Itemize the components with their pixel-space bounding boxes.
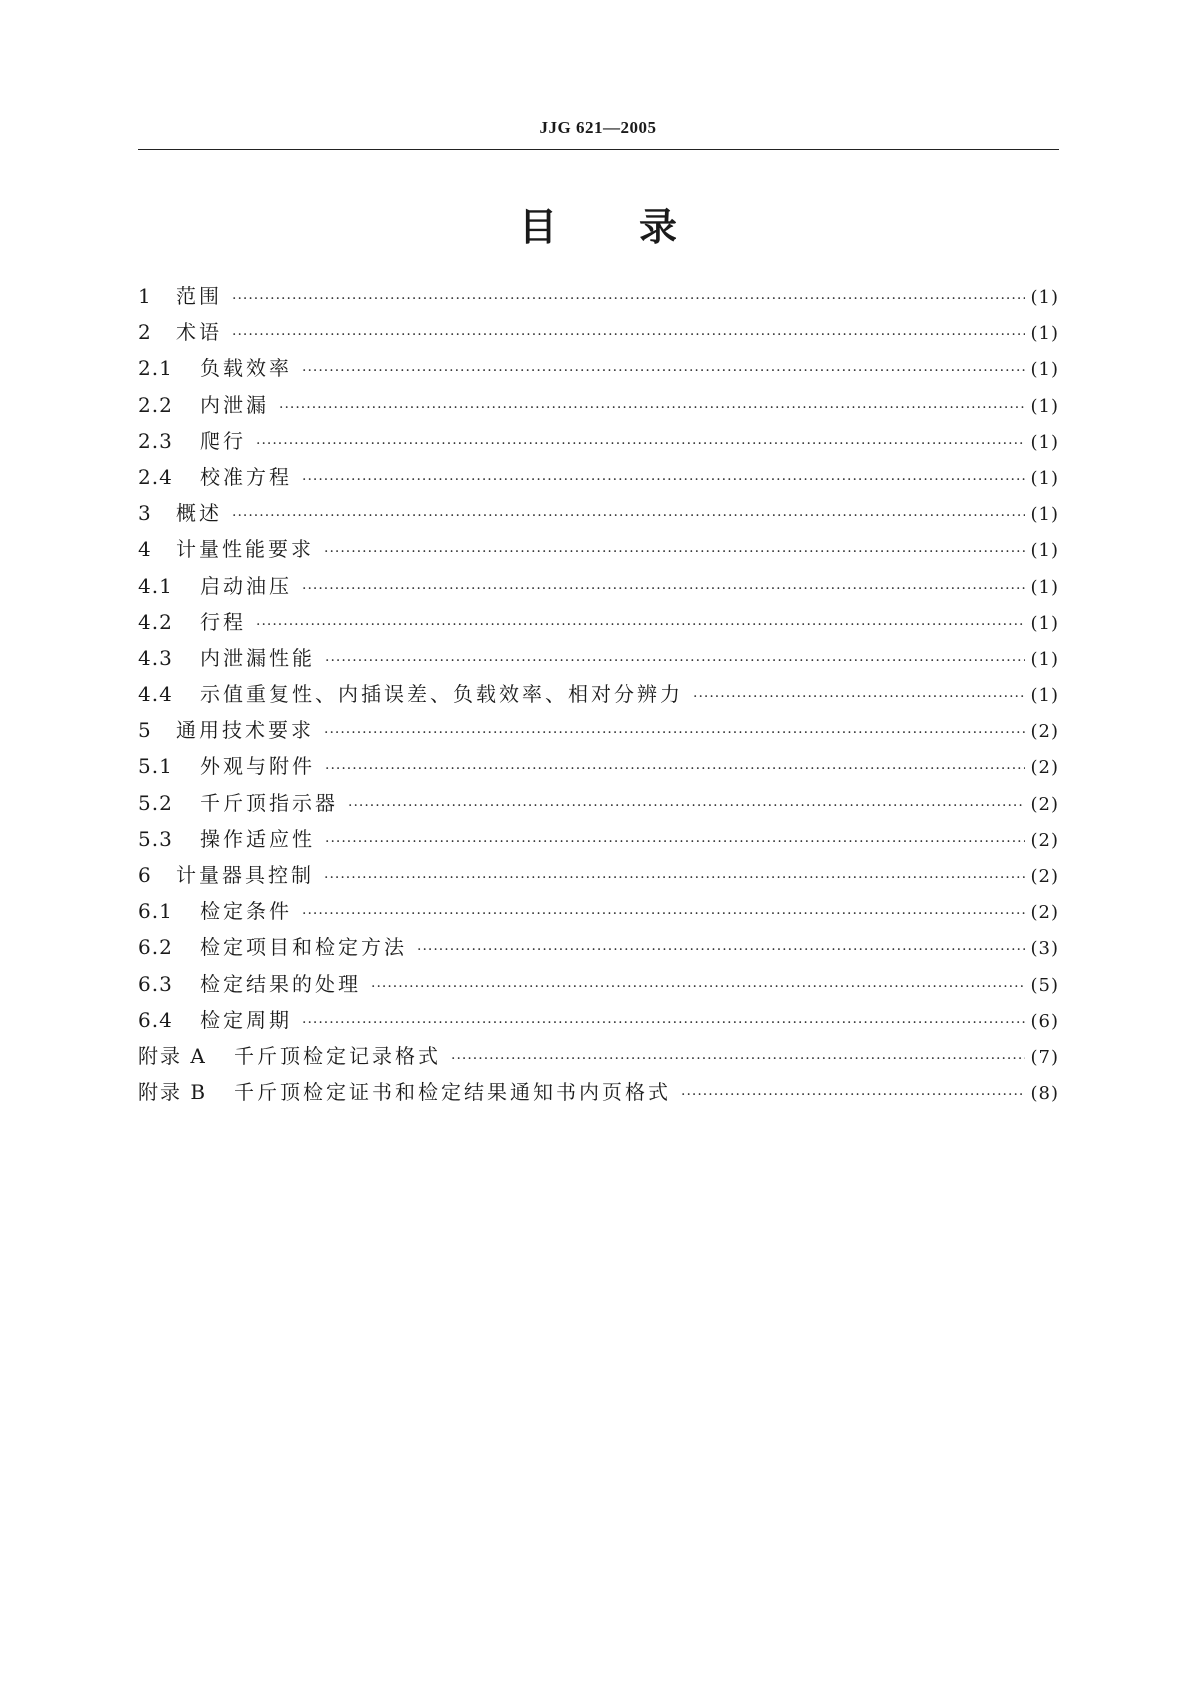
toc-entry-title: 操作适应性 — [200, 826, 315, 851]
toc-dot-leader — [232, 317, 1025, 353]
title-char-1: 目 — [518, 205, 557, 249]
toc-dot-leader — [451, 1041, 1025, 1077]
page-title — [138, 196, 1058, 251]
toc-dot-leader — [325, 824, 1025, 860]
toc-entry-number: 3 — [138, 501, 152, 526]
toc-entry-title: 检定条件 — [200, 899, 292, 924]
toc-entry-title: 千斤顶检定记录格式 — [234, 1043, 441, 1068]
toc-entry-title: 启动油压 — [200, 573, 292, 598]
toc-entry-title: 概述 — [176, 501, 222, 526]
toc-entry-page: (7) — [1030, 1046, 1059, 1068]
toc-entry-number: 4.1 — [138, 573, 173, 598]
toc-entry-title: 外观与附件 — [200, 754, 315, 779]
toc-entry-page: (6) — [1030, 1010, 1059, 1032]
toc-entry-page: (1) — [1030, 540, 1059, 562]
toc-entry-page: (1) — [1030, 504, 1059, 526]
toc-entry-title: 爬行 — [200, 428, 246, 453]
toc-entry-number: 6.2 — [138, 935, 173, 960]
toc-entry-number: 附录 A — [138, 1043, 207, 1068]
toc-entry-number: 4.3 — [138, 645, 173, 670]
title-char-2: 录 — [639, 205, 678, 249]
toc-dot-leader — [302, 1005, 1025, 1041]
toc-entry-page: (1) — [1030, 359, 1059, 381]
toc-entry-number: 5.3 — [138, 826, 173, 851]
toc-entry-page: (1) — [1030, 395, 1059, 417]
toc-dot-leader — [302, 353, 1025, 389]
toc-entry-page: (1) — [1030, 612, 1059, 634]
toc-entry[interactable] — [138, 821, 1059, 857]
toc-entry-page: (1) — [1030, 323, 1059, 345]
toc-entry-page: (1) — [1030, 467, 1059, 489]
toc-entry[interactable] — [138, 423, 1059, 459]
header-divider — [138, 149, 1059, 150]
table-of-contents — [138, 278, 1059, 1110]
toc-entry[interactable] — [138, 640, 1059, 676]
toc-entry-number: 2.4 — [138, 464, 173, 489]
toc-entry-title: 通用技术要求 — [176, 718, 314, 743]
toc-entry-number: 1 — [138, 284, 152, 308]
toc-dot-leader — [232, 498, 1025, 534]
toc-entry-page: (1) — [1030, 287, 1059, 308]
toc-entry-title: 示值重复性、内插误差、负载效率、相对分辨力 — [200, 682, 683, 707]
toc-entry-page: (5) — [1030, 974, 1059, 996]
toc-dot-leader — [256, 426, 1025, 462]
toc-entry-title: 检定项目和检定方法 — [200, 935, 407, 960]
toc-entry[interactable] — [138, 748, 1059, 784]
toc-entry-title: 计量性能要求 — [176, 537, 314, 562]
toc-entry-title: 负载效率 — [200, 356, 292, 381]
toc-entry-page: (2) — [1030, 866, 1059, 887]
toc-entry-page: (2) — [1030, 793, 1059, 815]
toc-entry-number: 2.3 — [138, 428, 173, 453]
toc-entry-page: (1) — [1030, 685, 1059, 707]
toc-entry[interactable] — [138, 350, 1059, 386]
toc-entry-page: (2) — [1030, 902, 1059, 924]
toc-entry-appendix[interactable] — [138, 1038, 1059, 1074]
toc-entry[interactable] — [138, 604, 1059, 640]
toc-entry[interactable] — [138, 966, 1059, 1002]
toc-entry[interactable] — [138, 314, 1059, 350]
toc-entry-title: 千斤顶检定证书和检定结果通知书内页格式 — [234, 1080, 671, 1105]
toc-entry-number: 2.1 — [138, 356, 173, 381]
toc-entry-title: 内泄漏性能 — [200, 645, 315, 670]
toc-entry[interactable] — [138, 893, 1059, 929]
toc-entry-page: (8) — [1030, 1083, 1059, 1105]
toc-entry-number: 4.2 — [138, 609, 173, 634]
toc-dot-leader — [693, 679, 1025, 715]
toc-entry[interactable] — [138, 1002, 1059, 1038]
toc-entry-page: (1) — [1030, 576, 1059, 598]
toc-entry-number: 4.4 — [138, 682, 173, 707]
toc-entry-number: 6.4 — [138, 1007, 173, 1032]
toc-dot-leader — [232, 281, 1025, 317]
toc-dot-leader — [348, 788, 1025, 824]
toc-entry[interactable] — [138, 531, 1059, 567]
toc-entry-title: 内泄漏 — [200, 392, 269, 417]
toc-dot-leader — [324, 860, 1025, 896]
toc-entry-title: 校准方程 — [200, 464, 292, 489]
toc-entry[interactable] — [138, 712, 1059, 748]
toc-entry-number: 5.1 — [138, 754, 173, 779]
toc-entry[interactable] — [138, 857, 1059, 893]
toc-dot-leader — [324, 715, 1025, 751]
toc-entry[interactable] — [138, 278, 1059, 314]
toc-entry-title: 术语 — [176, 320, 222, 345]
toc-entry-page: (1) — [1030, 431, 1059, 453]
toc-entry-page: (2) — [1030, 721, 1059, 743]
toc-entry-number: 6.3 — [138, 971, 173, 996]
toc-entry[interactable] — [138, 929, 1059, 965]
toc-entry-number: 2.2 — [138, 392, 173, 417]
toc-entry-page: (2) — [1030, 757, 1059, 779]
toc-entry-page: (2) — [1030, 829, 1059, 851]
toc-dot-leader — [324, 534, 1025, 570]
toc-dot-leader — [302, 571, 1025, 607]
toc-dot-leader — [681, 1077, 1025, 1113]
toc-entry-title: 检定周期 — [200, 1007, 292, 1032]
toc-dot-leader — [279, 390, 1025, 426]
toc-dot-leader — [371, 969, 1025, 1005]
toc-dot-leader — [417, 932, 1025, 968]
toc-dot-leader — [325, 643, 1025, 679]
toc-entry-page: (3) — [1030, 938, 1059, 960]
toc-entry-page: (1) — [1030, 648, 1059, 670]
toc-dot-leader — [302, 462, 1025, 498]
toc-entry-number: 5 — [138, 718, 152, 743]
toc-dot-leader — [325, 751, 1025, 787]
toc-entry[interactable] — [138, 387, 1059, 423]
toc-entry[interactable] — [138, 568, 1059, 604]
toc-entry-number: 4 — [138, 537, 152, 562]
standard-code-header: JJG 621—2005 — [539, 118, 657, 137]
toc-entry[interactable] — [138, 495, 1059, 531]
toc-entry-title: 检定结果的处理 — [200, 971, 361, 996]
toc-entry[interactable] — [138, 785, 1059, 821]
toc-dot-leader — [256, 607, 1025, 643]
toc-entry-title: 计量器具控制 — [176, 863, 314, 887]
toc-entry-title: 千斤顶指示器 — [200, 790, 338, 815]
toc-entry-appendix[interactable] — [138, 1074, 1059, 1110]
toc-entry-number: 6 — [138, 863, 152, 887]
toc-dot-leader — [302, 896, 1025, 932]
toc-entry-number: 附录 B — [138, 1080, 208, 1105]
toc-entry-number: 5.2 — [138, 790, 173, 815]
toc-entry-title: 行程 — [200, 609, 246, 634]
toc-entry-number: 2 — [138, 320, 152, 345]
toc-entry[interactable] — [138, 676, 1059, 712]
toc-entry-title: 范围 — [176, 284, 222, 308]
toc-entry-number: 6.1 — [138, 899, 173, 924]
toc-entry[interactable] — [138, 459, 1059, 495]
